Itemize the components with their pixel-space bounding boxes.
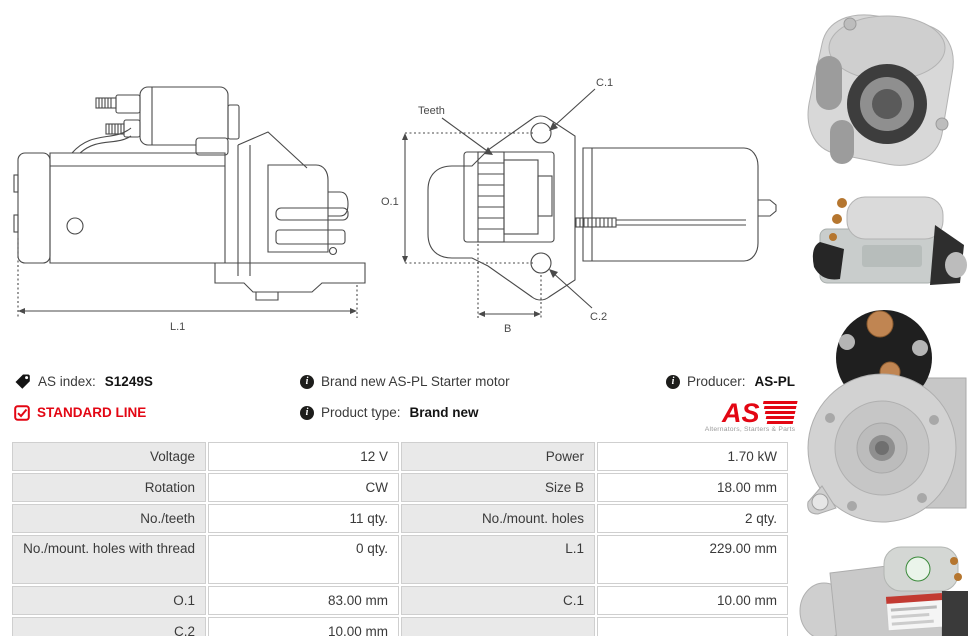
checkbox-icon: [14, 405, 30, 421]
brand-new-line: [300, 372, 510, 391]
motor-cylinder: [583, 148, 758, 261]
info-icon: i: [300, 375, 314, 389]
spec-value-cell: [597, 617, 788, 636]
spec-value-cell: 1.70 kW: [597, 442, 788, 471]
spec-value-cell: 12 V: [208, 442, 399, 471]
shaft-end: [758, 200, 776, 216]
spec-value-cell: 18.00 mm: [597, 473, 788, 502]
as-pl-logo-mark: [698, 399, 802, 425]
label-l1: L.1: [170, 321, 186, 333]
spec-value-cell: 10.00 mm: [208, 617, 399, 636]
producer-value: AS-PL: [754, 374, 796, 389]
mount-hole-c1: [531, 123, 551, 143]
as-pl-logo: [692, 399, 808, 433]
product-type-label: Product type:: [321, 405, 401, 420]
info-icon: i: [300, 406, 314, 420]
spec-label-cell: Rotation: [12, 473, 206, 502]
spec-label-cell: C.2: [12, 617, 206, 636]
spec-label-cell: Size B: [401, 473, 595, 502]
product-photo-front-view[interactable]: [792, 300, 972, 526]
producer-label: Producer:: [687, 374, 746, 389]
spec-label-cell: No./teeth: [12, 504, 206, 533]
terminal-studs: [96, 98, 124, 134]
spec-row: [12, 535, 788, 584]
spec-label-cell: No./mount. holes with thread: [12, 535, 206, 584]
spec-row: [12, 504, 788, 533]
leader-c2: [549, 269, 607, 323]
mount-hole-c2: [531, 253, 551, 273]
technical-drawing-front-view: [380, 68, 792, 358]
spec-label-cell: Voltage: [12, 442, 206, 471]
dimension-b: [478, 244, 541, 335]
leader-c1: [549, 77, 613, 131]
info-col-index: [14, 372, 153, 434]
tag-icon: [14, 373, 31, 390]
producer-line: [666, 372, 808, 391]
as-pl-logo-tagline: Alternators, Starters & Parts: [704, 426, 796, 433]
product-photo-side-view[interactable]: [792, 187, 972, 293]
product-photo-rear-angle[interactable]: [792, 4, 972, 180]
tie-rod: [576, 218, 746, 227]
spec-value-cell: 2 qty.: [597, 504, 788, 533]
product-photo-angled-label[interactable]: [792, 533, 972, 636]
spec-value-cell: 229.00 mm: [597, 535, 788, 584]
spec-table: [10, 440, 790, 636]
product-type-value: Brand new: [409, 405, 479, 420]
as-index-label: AS index:: [38, 374, 96, 389]
spec-row: [12, 617, 788, 636]
spec-row: [12, 442, 788, 471]
spec-label-cell: L.1: [401, 535, 595, 584]
leader-teeth: [418, 105, 493, 155]
info-col-product: [300, 372, 510, 434]
spec-label-cell: Power: [401, 442, 595, 471]
spec-row: [12, 586, 788, 615]
as-index-value: S1249S: [104, 374, 153, 389]
wire: [72, 128, 131, 153]
spec-value-cell: 11 qty.: [208, 504, 399, 533]
solenoid-outline: [140, 87, 228, 145]
label-b: B: [504, 323, 512, 335]
pinion-gear: [478, 152, 552, 242]
technical-drawing-side-view: [10, 80, 366, 342]
as-pl-logo-text: AS: [722, 399, 760, 425]
spec-label-cell: O.1: [12, 586, 206, 615]
standard-line-label: STANDARD LINE: [37, 405, 147, 420]
end-cap: [18, 153, 50, 263]
motor-body: [50, 153, 225, 263]
spec-value-cell: 10.00 mm: [597, 586, 788, 615]
spec-label-cell: No./mount. holes: [401, 504, 595, 533]
spec-value-cell: CW: [208, 473, 399, 502]
label-c2: C.2: [590, 311, 608, 323]
label-o1: O.1: [381, 196, 399, 208]
label-c1: C.1: [596, 77, 614, 89]
label-teeth: Teeth: [418, 105, 445, 117]
spec-value-cell: 0 qty.: [208, 535, 399, 584]
spec-label-cell: C.1: [401, 586, 595, 615]
info-icon: i: [666, 375, 680, 389]
spec-row: [12, 473, 788, 502]
spec-value-cell: 83.00 mm: [208, 586, 399, 615]
product-photo-column: [792, 4, 972, 636]
standard-line-row: [14, 403, 153, 422]
brand-new-text: Brand new AS-PL Starter motor: [321, 374, 510, 389]
product-type-line: [300, 403, 510, 422]
info-col-producer: [666, 372, 808, 433]
spec-label-cell: [401, 617, 595, 636]
as-index-line: [14, 372, 153, 391]
